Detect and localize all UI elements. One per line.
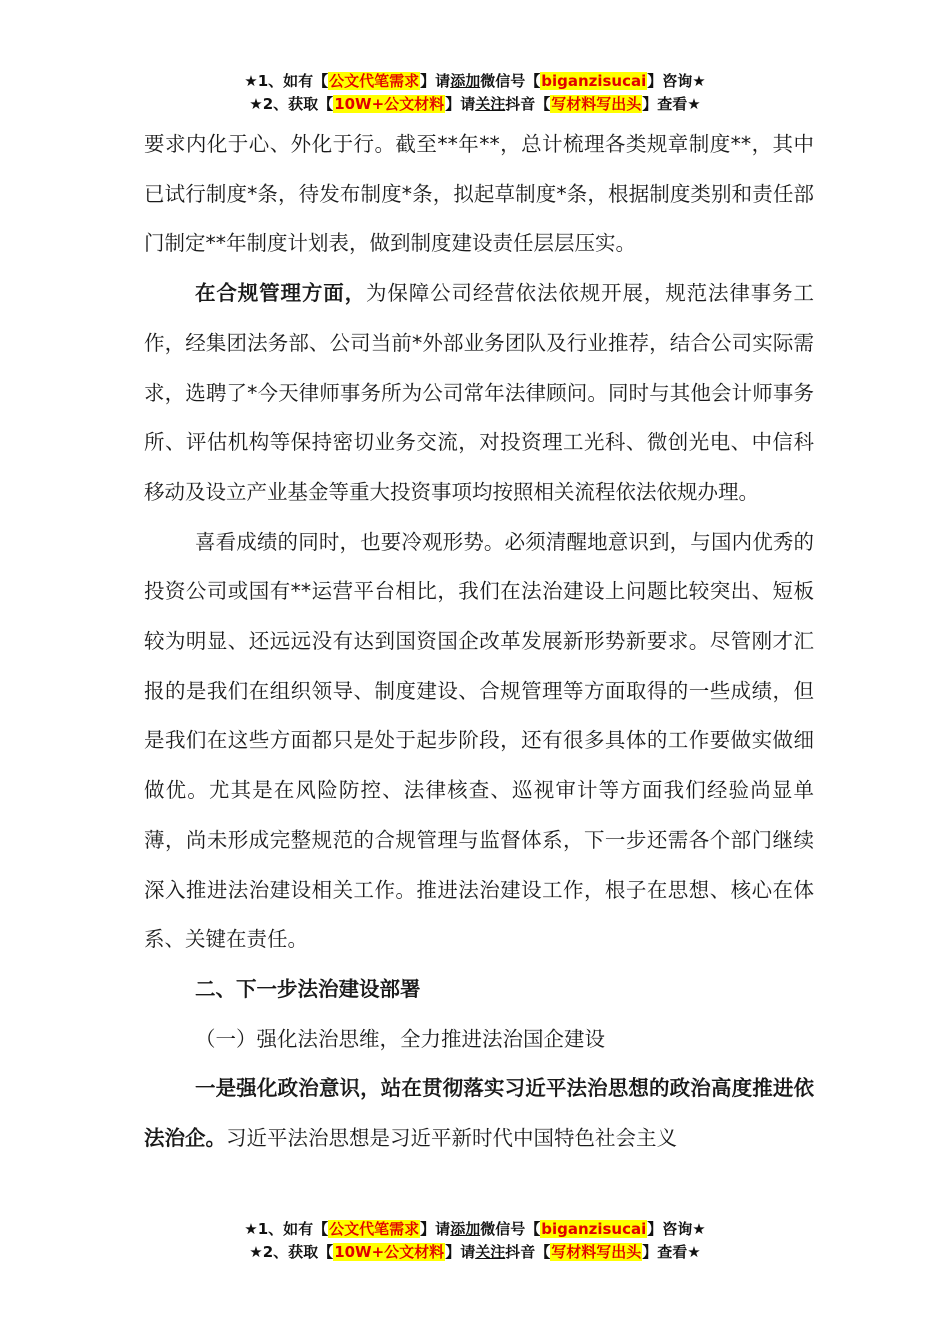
- banner-text: 】查看★: [642, 1243, 701, 1261]
- section-heading: 二、下一步法治建设部署: [195, 976, 421, 1001]
- highlight-service: 公文代笔需求: [329, 1220, 420, 1238]
- banner-line-1: [0, 70, 950, 93]
- banner-text: 】咨询★: [647, 1220, 706, 1238]
- highlight-wechat: biganzisucai: [541, 1220, 647, 1238]
- banner-underline: 添加: [450, 72, 481, 90]
- banner-text: 微信号【: [480, 72, 541, 90]
- banner-text: ★2、获取【: [249, 95, 334, 113]
- paragraph-lead: 在合规管理方面，: [195, 281, 366, 306]
- banner-text: 】请: [420, 72, 451, 90]
- highlight-douyin: 写材料写出头: [551, 1243, 642, 1261]
- subsection-heading: （一）强化法治思维，全力推进法治国企建设: [195, 1026, 605, 1051]
- document-body: [144, 120, 814, 1164]
- banner-text: 抖音【: [505, 1243, 551, 1261]
- banner-text: ★1、如有【: [244, 1220, 329, 1238]
- paragraph-4: [144, 1064, 814, 1163]
- footer-banner: [0, 1218, 950, 1264]
- paragraph-text: 为保障公司经营依法依规开展，规范法律事务工作，经集团法务部、公司当前*外部业务团队及行业推荐，结合公司实际需求，选聘了*今天律师事务所为公司常年法律顾问。同时与其他会计师事务所、评估机构等保持密切业务交流，对投资理工光科、微创光电、中信科移动及设立产业基金等重大投资事项均按照相关流程依法依规办理。: [144, 281, 814, 504]
- header-banner: [0, 70, 950, 116]
- highlight-wechat: biganzisucai: [541, 72, 647, 90]
- banner-line-1: [0, 1218, 950, 1241]
- banner-underline: 关注: [475, 95, 506, 113]
- paragraph-3: 喜看成绩的同时，也要冷观形势。必须清醒地意识到，与国内优秀的投资公司或国有**运营平台相比，我们在法治建设上问题比较突出、短板较为明显、还远远没有达到国资国企改革发展新形势新要求。尽管刚才汇报的是我们在组织领导、制度建设、合规管理等方面取得的一些成绩，但是我们在这些方面都只是处于起步阶段，还有很多具体的工作要做实做细做优。尤其是在风险防控、法律核查、巡视审计等方面我们经验尚显单薄，尚未形成完整规范的合规管理与监督体系，下一步还需各个部门继续深入推进法治建设相关工作。推进法治建设工作，根子在思想、核心在体系、关键在责任。: [144, 529, 814, 952]
- paragraph-lead: 一是强化政治意识，站在贯彻落实习近平法治思想的政治高度推进依法治企。: [144, 1076, 814, 1151]
- highlight-materials: 10W+公文材料: [334, 1243, 445, 1261]
- highlight-douyin: 写材料写出头: [551, 95, 642, 113]
- banner-underline: 添加: [450, 1220, 481, 1238]
- paragraph-1: 要求内化于心、外化于行。截至**年**，总计梳理各类规章制度**，其中已试行制度*条，待发布制度*条，拟起草制度*条，根据制度类别和责任部门制定**年制度计划表，做到制度建设责任层层压实。: [144, 132, 814, 256]
- banner-underline: 关注: [475, 1243, 506, 1261]
- paragraph-compliance: [144, 269, 814, 518]
- paragraph-text: 习近平法治思想是习近平新时代中国特色社会主义: [226, 1126, 677, 1151]
- highlight-materials: 10W+公文材料: [334, 95, 445, 113]
- banner-text: 抖音【: [505, 95, 551, 113]
- banner-text: 】咨询★: [647, 72, 706, 90]
- banner-text: 微信号【: [480, 1220, 541, 1238]
- banner-text: ★2、获取【: [249, 1243, 334, 1261]
- banner-text: 】请: [445, 1243, 476, 1261]
- banner-text: 】请: [420, 1220, 451, 1238]
- banner-text: ★1、如有【: [244, 72, 329, 90]
- banner-text: 】查看★: [642, 95, 701, 113]
- banner-line-2: [0, 1241, 950, 1264]
- highlight-service: 公文代笔需求: [329, 72, 420, 90]
- banner-text: 】请: [445, 95, 476, 113]
- banner-line-2: [0, 93, 950, 116]
